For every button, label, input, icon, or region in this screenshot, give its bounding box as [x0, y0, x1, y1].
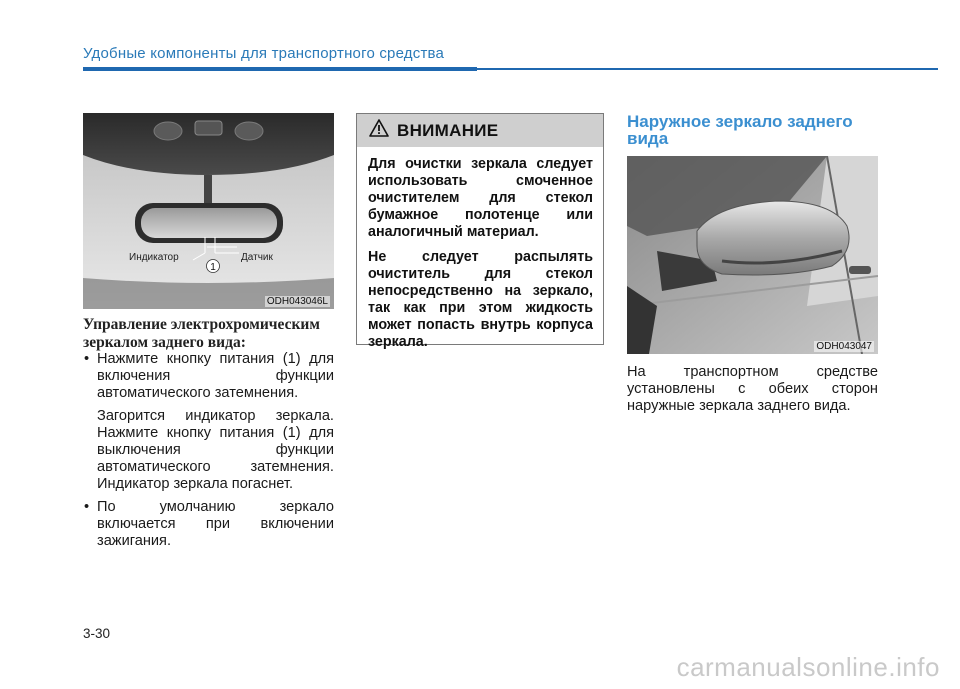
side-mirror-illustration: [627, 156, 878, 354]
page-number: 3-30: [83, 626, 111, 641]
side-mirror-photo: [627, 156, 878, 354]
warning-header: [357, 114, 603, 147]
figure-code: ODH043047: [816, 341, 872, 352]
warning-text: Для очистки зеркала следует использовать смоченное очистителем для стекол бумажное полотенце или аналогичный материал.: [368, 156, 593, 240]
subsection-heading: Управление электрохромическим зеркалом заднего вида:: [83, 316, 320, 351]
list-item-text: • Нажмите кнопку питания (1) для включения функции автоматического затемнения.: [97, 351, 334, 401]
list-item-text: • По умолчанию зеркало включается при включении зажигания.: [97, 499, 334, 549]
header-accent-bar: [83, 67, 477, 71]
subsection-heading: Наружное зеркало заднего вида: [627, 112, 853, 148]
warning-body: [357, 147, 603, 351]
body-paragraph: На транспортном средстве установлены с обеих сторон наружные зеркала заднего вида.: [627, 364, 878, 414]
rearview-mirror-illustration: [83, 113, 334, 309]
list-item: [83, 499, 334, 550]
header-divider-line: [477, 68, 938, 70]
warning-triangle-icon: [369, 119, 389, 142]
rearview-mirror-photo: [83, 113, 334, 309]
indicator-label: Индикатор: [129, 252, 179, 263]
section-title: Удобные компоненты для транспортного средства: [83, 45, 445, 62]
instruction-list: [83, 351, 334, 550]
figure-code: ODH043046L: [266, 296, 328, 307]
watermark: carmanualsonline.info: [676, 652, 940, 682]
warning-box: [356, 113, 604, 350]
warning-text: Не следует распылять очиститель для стекол непосредственно на зеркало, так как при этом жидкость может попасть внутрь корпуса зеркала.: [368, 249, 593, 350]
sensor-label: Датчик: [241, 252, 273, 263]
warning-title: ВНИМАНИЕ: [397, 120, 499, 140]
list-item: [83, 351, 334, 493]
callout-number: 1: [210, 262, 216, 273]
list-item-text: Загорится индикатор зеркала. Нажмите кнопку питания (1) для выключения функции автоматического затемнения. Индикатор зеркала погаснет.: [97, 408, 334, 492]
